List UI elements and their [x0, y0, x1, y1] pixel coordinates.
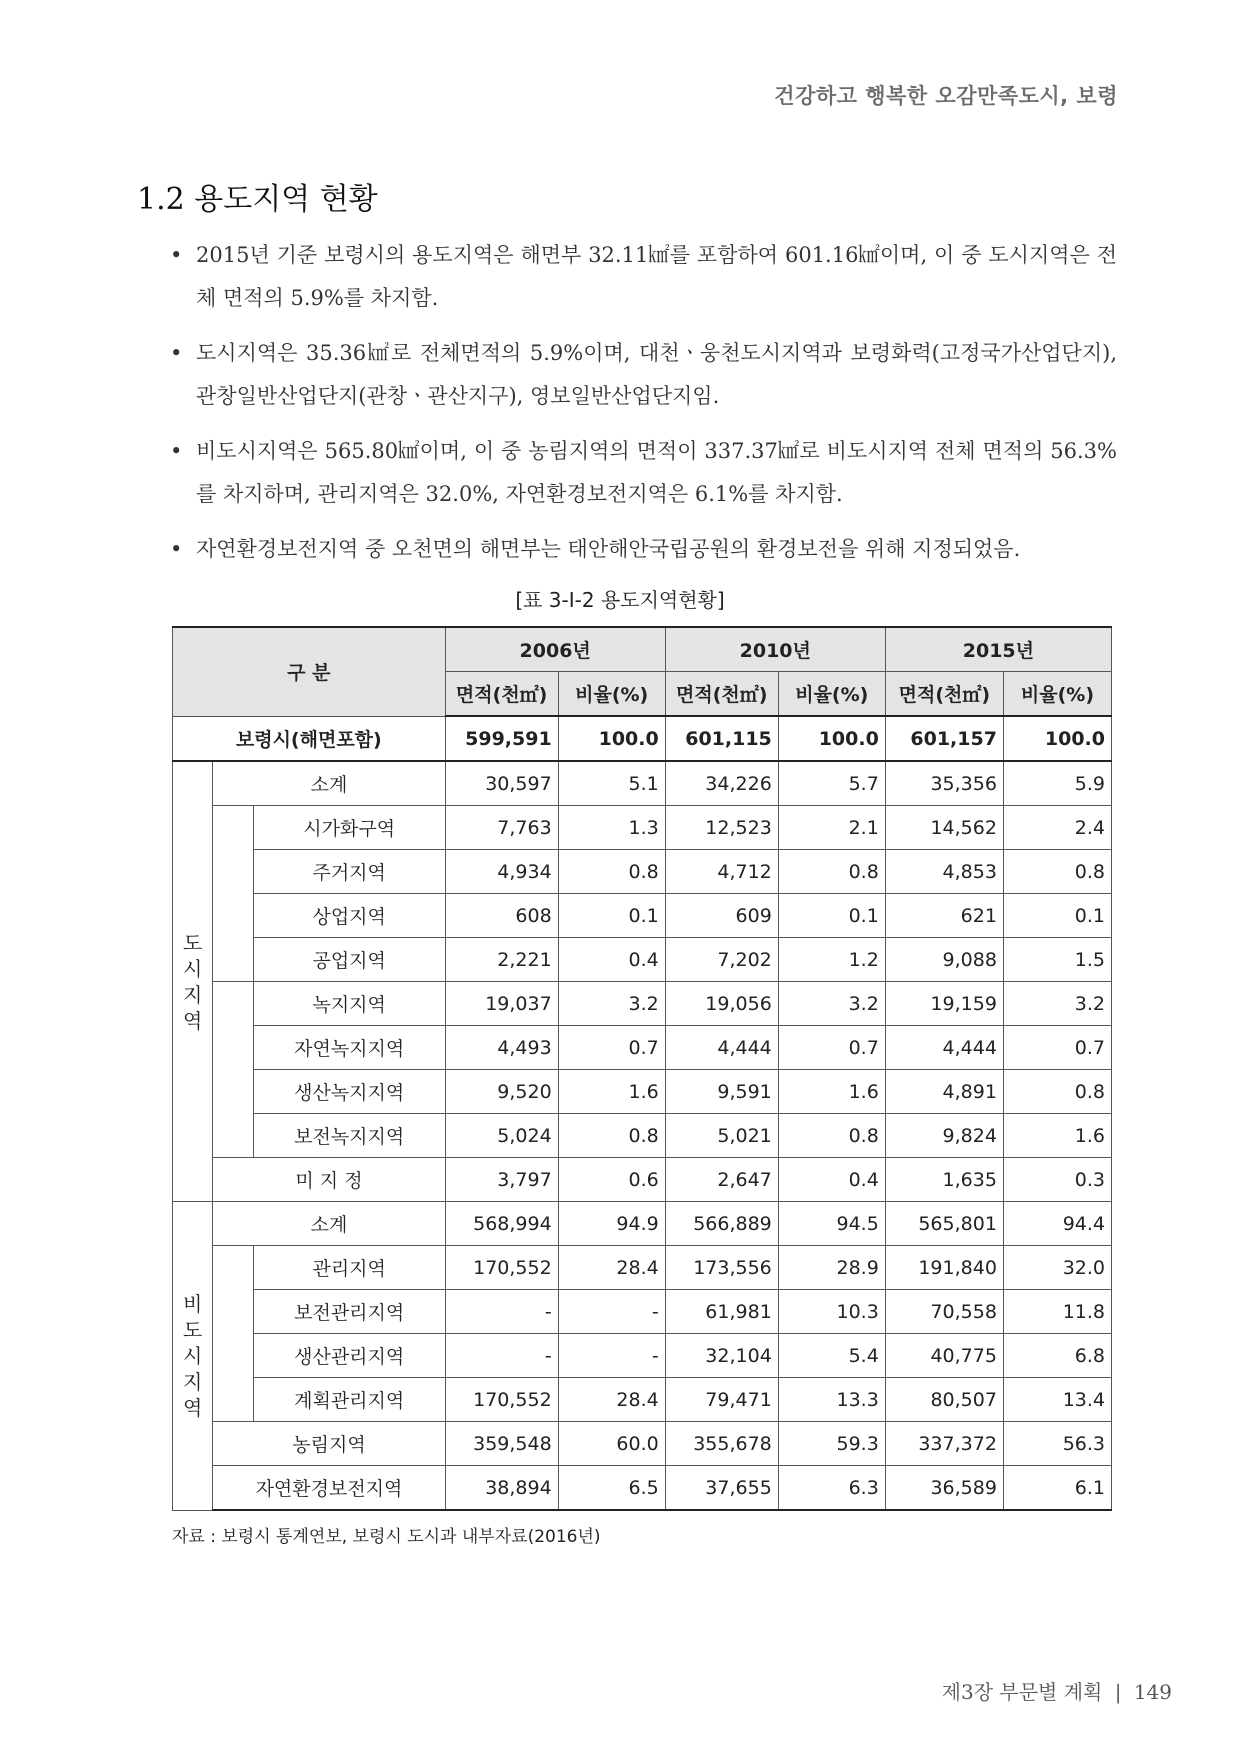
ratio-cell: 0.4 [558, 938, 665, 982]
ratio-cell: - [558, 1290, 665, 1334]
row-label: 상업지역 [253, 894, 445, 938]
area-cell: 70,558 [885, 1290, 1003, 1334]
indent-cell [213, 1246, 253, 1422]
area-cell: 359,548 [445, 1422, 558, 1466]
row-label: 계획관리지역 [253, 1378, 445, 1422]
area-cell: 565,801 [885, 1202, 1003, 1246]
ratio-cell: 0.3 [1003, 1158, 1111, 1202]
row-label: 생산관리지역 [253, 1334, 445, 1378]
area-cell: 80,507 [885, 1378, 1003, 1422]
ratio-cell: 13.3 [778, 1378, 885, 1422]
area-cell: 79,471 [665, 1378, 778, 1422]
area-cell: 568,994 [445, 1202, 558, 1246]
ratio-cell: 3.2 [1003, 982, 1111, 1026]
row-label: 자연환경보전지역 [213, 1466, 445, 1511]
area-cell: 599,591 [445, 716, 558, 761]
table-row [173, 1378, 1112, 1422]
ratio-cell: 10.3 [778, 1290, 885, 1334]
row-label: 공업지역 [253, 938, 445, 982]
table-row [173, 1070, 1112, 1114]
area-cell: 7,202 [665, 938, 778, 982]
table-row [173, 716, 1112, 761]
area-cell: 4,853 [885, 850, 1003, 894]
table-row [173, 938, 1112, 982]
area-cell: 170,552 [445, 1378, 558, 1422]
ratio-cell: 0.7 [1003, 1026, 1111, 1070]
table-row [173, 806, 1112, 850]
ratio-cell: 0.8 [1003, 1070, 1111, 1114]
ratio-cell: 0.8 [558, 850, 665, 894]
area-cell: 4,891 [885, 1070, 1003, 1114]
table-caption: [표 3-Ⅰ-2 용도지역현황] [515, 588, 725, 612]
table-row [173, 1202, 1112, 1246]
area-cell: 566,889 [665, 1202, 778, 1246]
area-cell: 37,655 [665, 1466, 778, 1511]
area-cell: 19,056 [665, 982, 778, 1026]
table-row [173, 1026, 1112, 1070]
area-cell: 5,024 [445, 1114, 558, 1158]
ratio-cell: 6.8 [1003, 1334, 1111, 1378]
row-label: 농림지역 [213, 1422, 445, 1466]
area-cell: 9,824 [885, 1114, 1003, 1158]
header-area: 면적(천㎡) [665, 672, 778, 717]
ratio-cell: 0.1 [1003, 894, 1111, 938]
ratio-cell: 0.7 [558, 1026, 665, 1070]
header-year: 2010년 [665, 627, 885, 672]
ratio-cell: 5.9 [1003, 761, 1111, 806]
area-cell: 34,226 [665, 761, 778, 806]
ratio-cell: 94.4 [1003, 1202, 1111, 1246]
ratio-cell: 3.2 [558, 982, 665, 1026]
area-cell: 337,372 [885, 1422, 1003, 1466]
area-cell: 4,934 [445, 850, 558, 894]
table-row [173, 761, 1112, 806]
ratio-cell: 94.9 [558, 1202, 665, 1246]
table-row [173, 982, 1112, 1026]
area-cell: 9,591 [665, 1070, 778, 1114]
ratio-cell: 0.8 [778, 850, 885, 894]
area-cell: 601,115 [665, 716, 778, 761]
area-cell: 2,221 [445, 938, 558, 982]
row-label: 소계 [213, 1202, 445, 1246]
header-year: 2006년 [445, 627, 665, 672]
ratio-cell: 60.0 [558, 1422, 665, 1466]
ratio-cell: 0.1 [558, 894, 665, 938]
bullet-item: • 비도시지역은 565.80㎢이며, 이 중 농림지역의 면적이 337.37㎢로 비도시지역 전체 면적의 56.3%를 차지하며, 관리지역은 32.0%, 자연환경보전지역은 6.1%를 차지함. [170, 430, 1117, 516]
area-cell: 19,037 [445, 982, 558, 1026]
ratio-cell: 3.2 [778, 982, 885, 1026]
section-title: 1.2 용도지역 현황 [137, 182, 378, 217]
table-row [173, 1334, 1112, 1378]
footer-chapter: 제3장 부문별 계획 [941, 1680, 1103, 1704]
header-ratio: 비율(%) [778, 672, 885, 717]
row-label: 소계 [213, 761, 445, 806]
row-label: 미 지 정 [213, 1158, 445, 1202]
ratio-cell: 0.8 [1003, 850, 1111, 894]
area-cell: 38,894 [445, 1466, 558, 1511]
area-cell: 191,840 [885, 1246, 1003, 1290]
header-area: 면적(천㎡) [445, 672, 558, 717]
ratio-cell: 100.0 [558, 716, 665, 761]
area-cell: 608 [445, 894, 558, 938]
ratio-cell: 1.6 [778, 1070, 885, 1114]
footer-separator: | [1114, 1680, 1122, 1704]
area-cell: 61,981 [665, 1290, 778, 1334]
table-row [173, 1290, 1112, 1334]
table-source-note: 자료 : 보령시 통계연보, 보령시 도시과 내부자료(2016년) [172, 1527, 601, 1547]
area-cell: 9,088 [885, 938, 1003, 982]
header-year: 2015년 [885, 627, 1111, 672]
ratio-cell: 5.7 [778, 761, 885, 806]
ratio-cell: - [558, 1334, 665, 1378]
page-footer [942, 1676, 1172, 1705]
ratio-cell: 2.1 [778, 806, 885, 850]
ratio-cell: 0.1 [778, 894, 885, 938]
table-row [173, 1114, 1112, 1158]
table-row [173, 1158, 1112, 1202]
area-cell: 32,104 [665, 1334, 778, 1378]
group-label-nonurban [173, 1202, 213, 1511]
group-label-text: 도 시 지 역 [183, 930, 203, 1033]
area-cell: 30,597 [445, 761, 558, 806]
ratio-cell: 1.3 [558, 806, 665, 850]
ratio-cell: 100.0 [778, 716, 885, 761]
area-cell: 609 [665, 894, 778, 938]
row-label: 보령시(해면포함) [173, 716, 446, 761]
area-cell: 7,763 [445, 806, 558, 850]
area-cell: 19,159 [885, 982, 1003, 1026]
bullet-list [170, 234, 1117, 583]
area-cell: 35,356 [885, 761, 1003, 806]
row-label: 녹지지역 [253, 982, 445, 1026]
area-cell: - [445, 1290, 558, 1334]
ratio-cell: 6.5 [558, 1466, 665, 1511]
ratio-cell: 59.3 [778, 1422, 885, 1466]
area-cell: 9,520 [445, 1070, 558, 1114]
ratio-cell: 0.6 [558, 1158, 665, 1202]
running-header: 건강하고 행복한 오감만족도시, 보령 [774, 84, 1118, 108]
row-label: 보전녹지지역 [253, 1114, 445, 1158]
indent-cell [213, 982, 253, 1158]
area-cell: 5,021 [665, 1114, 778, 1158]
table-row [173, 1246, 1112, 1290]
bullet-item: • 자연환경보전지역 중 오천면의 해면부는 태안해안국립공원의 환경보전을 위해 지정되었음. [170, 528, 1117, 571]
ratio-cell: 94.5 [778, 1202, 885, 1246]
ratio-cell: 0.4 [778, 1158, 885, 1202]
row-label: 관리지역 [253, 1246, 445, 1290]
group-label-text: 비 도 시 지 역 [183, 1291, 203, 1420]
area-cell: 2,647 [665, 1158, 778, 1202]
area-cell: 355,678 [665, 1422, 778, 1466]
ratio-cell: 28.4 [558, 1246, 665, 1290]
area-cell: - [445, 1334, 558, 1378]
header-ratio: 비율(%) [558, 672, 665, 717]
ratio-cell: 1.6 [558, 1070, 665, 1114]
zoning-table [172, 626, 1112, 1511]
area-cell: 173,556 [665, 1246, 778, 1290]
area-cell: 12,523 [665, 806, 778, 850]
bullet-item: • 2015년 기준 보령시의 용도지역은 해면부 32.11㎢를 포함하여 601.16㎢이며, 이 중 도시지역은 전체 면적의 5.9%를 차지함. [170, 234, 1117, 320]
table-row [173, 850, 1112, 894]
area-cell: 170,552 [445, 1246, 558, 1290]
header-ratio: 비율(%) [1003, 672, 1111, 717]
ratio-cell: 11.8 [1003, 1290, 1111, 1334]
header-area: 면적(천㎡) [885, 672, 1003, 717]
header-category: 구 분 [173, 627, 446, 716]
ratio-cell: 1.2 [778, 938, 885, 982]
ratio-cell: 6.3 [778, 1466, 885, 1511]
ratio-cell: 0.8 [778, 1114, 885, 1158]
row-label: 보전관리지역 [253, 1290, 445, 1334]
area-cell: 40,775 [885, 1334, 1003, 1378]
area-cell: 4,493 [445, 1026, 558, 1070]
row-label: 주거지역 [253, 850, 445, 894]
page-number: 149 [1133, 1680, 1172, 1704]
ratio-cell: 0.8 [558, 1114, 665, 1158]
ratio-cell: 1.5 [1003, 938, 1111, 982]
area-cell: 4,712 [665, 850, 778, 894]
area-cell: 601,157 [885, 716, 1003, 761]
area-cell: 4,444 [665, 1026, 778, 1070]
ratio-cell: 5.1 [558, 761, 665, 806]
table-row [173, 1466, 1112, 1511]
row-label: 시가화구역 [253, 806, 445, 850]
table-row [173, 1422, 1112, 1466]
area-cell: 621 [885, 894, 1003, 938]
ratio-cell: 100.0 [1003, 716, 1111, 761]
bullet-item: • 도시지역은 35.36㎢로 전체면적의 5.9%이며, 대천ㆍ웅천도시지역과 보령화력(고정국가산업단지), 관창일반산업단지(관창ㆍ관산지구), 영보일반산업단지임. [170, 332, 1117, 418]
indent-cell [213, 806, 253, 982]
ratio-cell: 5.4 [778, 1334, 885, 1378]
area-cell: 4,444 [885, 1026, 1003, 1070]
ratio-cell: 32.0 [1003, 1246, 1111, 1290]
row-label: 자연녹지지역 [253, 1026, 445, 1070]
ratio-cell: 2.4 [1003, 806, 1111, 850]
row-label: 생산녹지지역 [253, 1070, 445, 1114]
ratio-cell: 28.9 [778, 1246, 885, 1290]
group-label-urban [173, 761, 213, 1202]
ratio-cell: 28.4 [558, 1378, 665, 1422]
ratio-cell: 56.3 [1003, 1422, 1111, 1466]
ratio-cell: 0.7 [778, 1026, 885, 1070]
table-row [173, 894, 1112, 938]
ratio-cell: 1.6 [1003, 1114, 1111, 1158]
table-header-row [173, 627, 1112, 672]
area-cell: 36,589 [885, 1466, 1003, 1511]
area-cell: 3,797 [445, 1158, 558, 1202]
area-cell: 1,635 [885, 1158, 1003, 1202]
ratio-cell: 13.4 [1003, 1378, 1111, 1422]
area-cell: 14,562 [885, 806, 1003, 850]
ratio-cell: 6.1 [1003, 1466, 1111, 1511]
